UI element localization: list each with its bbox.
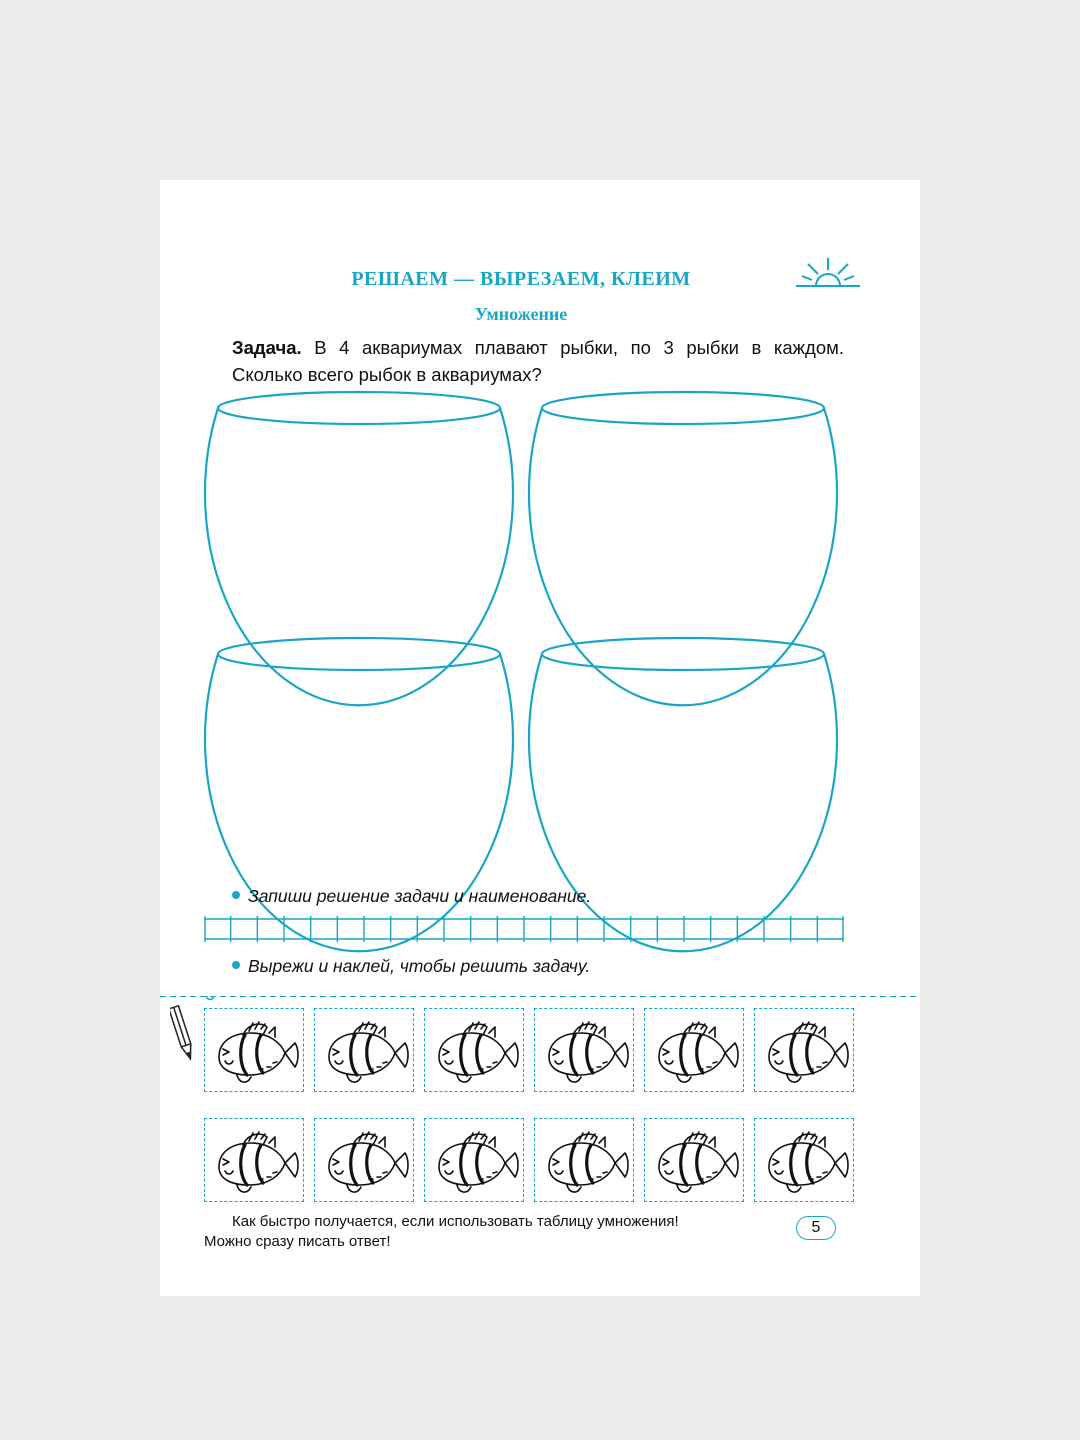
fish-icon xyxy=(209,1013,301,1089)
fish-icon xyxy=(759,1123,851,1199)
fish-cutout-card[interactable] xyxy=(754,1008,854,1092)
fish-cutout-card[interactable] xyxy=(534,1118,634,1202)
fishbowl-icon[interactable] xyxy=(205,392,513,705)
fish-cutout-card[interactable] xyxy=(644,1008,744,1092)
bullet-dot xyxy=(232,961,240,969)
fish-cutout-card[interactable] xyxy=(644,1118,744,1202)
fish-icon xyxy=(319,1013,411,1089)
footer-note xyxy=(204,1212,774,1252)
bullet-dot xyxy=(232,891,240,899)
fishbowl-icon[interactable] xyxy=(529,392,837,705)
fish-cutout-card[interactable] xyxy=(204,1008,304,1092)
instruction-write xyxy=(232,886,591,907)
fish-cutout-card[interactable] xyxy=(534,1008,634,1092)
fish-icon xyxy=(429,1013,521,1089)
answer-grid[interactable] xyxy=(204,916,844,942)
task-label: Задача. xyxy=(232,337,302,358)
page-number: 5 xyxy=(796,1216,836,1240)
fish-icon xyxy=(429,1123,521,1199)
footer-line-2: Можно сразу писать ответ! xyxy=(204,1233,391,1250)
fish-icon xyxy=(209,1123,301,1199)
instruction-cut-text: Вырежи и наклей, чтобы решить задачу. xyxy=(248,956,591,976)
instruction-write-text: Запиши решение задачи и наименование. xyxy=(248,886,592,906)
fish-icon xyxy=(649,1013,741,1089)
fish-cutout-card[interactable] xyxy=(754,1118,854,1202)
fish-icon xyxy=(759,1013,851,1089)
fish-cutout-card[interactable] xyxy=(314,1118,414,1202)
pencil-icon xyxy=(170,1004,194,1062)
footer-line-1: Как быстро получается, если использовать таблицу умножения! xyxy=(232,1213,679,1230)
fish-cutout-card[interactable] xyxy=(424,1118,524,1202)
fish-cutout-card[interactable] xyxy=(424,1008,524,1092)
task-body: В 4 аквариумах плавают рыбки, по 3 рыбки в каждом. Сколько всего рыбок в аквариумах? xyxy=(232,337,844,385)
page-subtitle: Умножение xyxy=(474,304,568,324)
page-title: РЕШАЕМ — ВЫРЕЗАЕМ, КЛЕИМ xyxy=(351,268,691,290)
instruction-cut xyxy=(232,956,590,977)
workbook-page xyxy=(160,180,920,1296)
fish-icon xyxy=(539,1013,631,1089)
fish-cutout-card[interactable] xyxy=(204,1118,304,1202)
fish-cutout-card[interactable] xyxy=(314,1008,414,1092)
fish-icon xyxy=(539,1123,631,1199)
fish-icon xyxy=(319,1123,411,1199)
fish-icon xyxy=(649,1123,741,1199)
